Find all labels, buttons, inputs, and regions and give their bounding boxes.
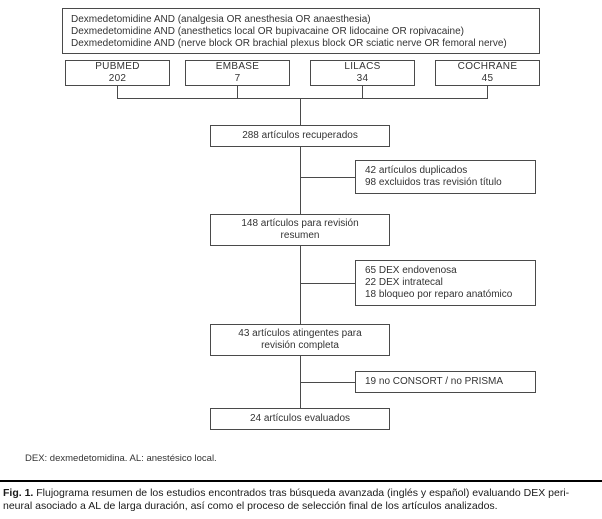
database-name: PUBMED [95,61,140,72]
database-box-lilacs [310,60,415,86]
excluded-duplicates-label: 42 artículos duplicados [365,165,468,176]
connector-line [117,86,118,98]
database-box-pubmed [65,60,170,86]
excluded-landmark-block-label: 18 bloqueo por reparo anatómico [365,289,513,300]
database-box-embase [185,60,290,86]
connector-line [237,86,238,98]
figure-caption [3,487,599,513]
box-evaluated [210,408,390,430]
excluded-title-label: 98 excluidos tras revisión título [365,177,502,188]
database-count: 45 [481,73,494,84]
connector-line [487,86,488,98]
database-name: LILACS [344,61,381,72]
box-abstract-review-line-1: 148 artículos para revisión [241,218,359,229]
connector-line [300,177,355,178]
connector-line [117,98,488,99]
database-name: COCHRANE [457,61,518,72]
search-strategy-line-1: Dexmedetomidine AND (analgesia OR anesthesia OR anaesthesia) [71,14,371,25]
box-abstract-review-line-2: resumen [280,230,320,241]
box-excluded-reporting [355,371,536,393]
box-full-review [210,324,390,356]
box-excluded-title-screen [355,160,536,194]
database-count: 7 [234,73,241,84]
box-abstract-review [210,214,390,246]
connector-line [300,283,355,284]
database-count: 202 [108,73,127,84]
abbreviations-footnote: DEX: dexmedetomidina. AL: anestésico local. [25,453,217,464]
caption-text-1: Flujograma resumen de los estudios encontrados tras búsqueda avanzada (inglés y español) evaluando DEX peri- [36,487,570,499]
connector-line [300,147,301,214]
box-articles-retrieved [210,125,390,147]
excluded-intrathecal-label: 22 DEX intratecal [365,277,443,288]
box-evaluated-label: 24 artículos evaluados [249,413,351,424]
database-box-cochrane [435,60,540,86]
excluded-reporting-label: 19 no CONSORT / no PRISMA [365,376,504,387]
search-strategy-line-3: Dexmedetomidine AND (nerve block OR brachial plexus block OR sciatic nerve OR femoral nerve) [71,38,507,49]
database-count: 34 [356,73,369,84]
caption-divider-rule [0,480,602,482]
connector-line [300,98,301,125]
search-strategy-line-2: Dexmedetomidine AND (anesthetics local OR bupivacaine OR lidocaine OR ropivacaine) [71,26,464,37]
caption-text-2: neural asociado a AL de larga duración, así como el proceso de selección final de los artículos analizados. [3,500,498,512]
caption-figure-label: Fig. 1. [3,487,34,499]
excluded-iv-label: 65 DEX endovenosa [365,265,457,276]
connector-line [362,86,363,98]
connector-line [300,246,301,324]
caption-line-1 [3,487,599,500]
box-full-review-line-1: 43 artículos atingentes para [238,328,362,339]
connector-line [300,382,355,383]
search-strategy-box [62,8,540,54]
box-excluded-study-type [355,260,536,306]
caption-line-2 [3,500,599,513]
database-name: EMBASE [215,61,260,72]
box-articles-retrieved-label: 288 artículos recuperados [242,130,358,141]
box-full-review-line-2: revisión completa [261,340,339,351]
